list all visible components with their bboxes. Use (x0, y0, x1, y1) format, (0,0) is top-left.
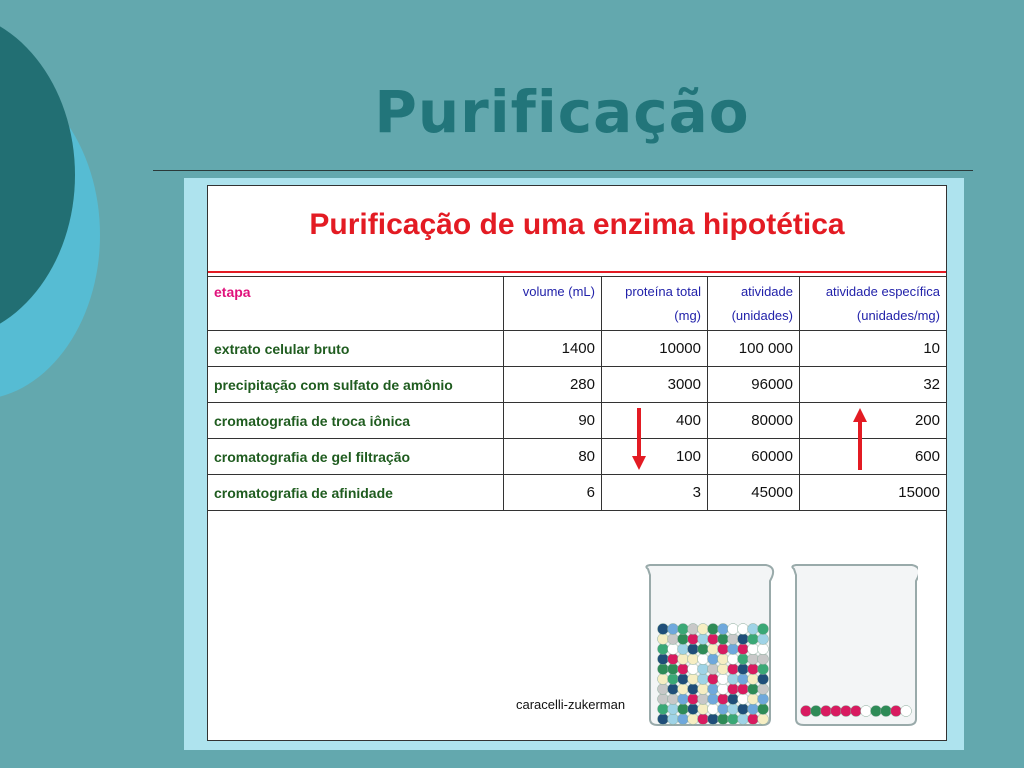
cell-etapa: extrato celular bruto (208, 331, 504, 367)
cell-proteina: 400 (602, 403, 708, 439)
column-header-volume: volume (mL) (504, 277, 602, 331)
cell-proteina: 10000 (602, 331, 708, 367)
cell-atividade: 60000 (708, 439, 800, 475)
cell-proteina: 3000 (602, 367, 708, 403)
title-underline (208, 271, 946, 273)
cell-atividade: 96000 (708, 367, 800, 403)
table-row (208, 367, 947, 403)
column-header-proteina: proteína total (mg) (602, 277, 708, 331)
cell-etapa: cromatografia de gel filtração (208, 439, 504, 475)
cell-volume: 1400 (504, 331, 602, 367)
cell-atividade: 100 000 (708, 331, 800, 367)
image-credit: caracelli-zukerman (516, 697, 626, 712)
cell-atividade-especifica: 600 (800, 439, 947, 475)
column-header-atividade: atividade (unidades) (708, 277, 800, 331)
cell-etapa: cromatografia de afinidade (208, 475, 504, 511)
title-divider (153, 170, 973, 171)
cell-atividade-especifica: 15000 (800, 475, 947, 511)
cell-volume: 80 (504, 439, 602, 475)
table-row (208, 439, 947, 475)
cell-atividade: 45000 (708, 475, 800, 511)
beakers-illustration (638, 561, 918, 731)
cell-atividade-especifica: 32 (800, 367, 947, 403)
beaker-crude-icon (646, 565, 773, 725)
cell-volume: 90 (504, 403, 602, 439)
cell-etapa: cromatografia de troca iônica (208, 403, 504, 439)
figure-title: Purificação de uma enzima hipotética (309, 208, 845, 241)
slide-title: Purificação (374, 78, 750, 146)
purification-table (207, 276, 947, 511)
cell-proteina: 3 (602, 475, 708, 511)
column-header-etapa: etapa (208, 277, 504, 331)
beaker-purified-icon (792, 565, 918, 725)
cell-atividade-especifica: 200 (800, 403, 947, 439)
table-row (208, 403, 947, 439)
column-header-atividade-especifica: atividade específica (unidades/mg) (800, 277, 947, 331)
table-row (208, 331, 947, 367)
cell-atividade: 80000 (708, 403, 800, 439)
table-row (208, 475, 947, 511)
cell-atividade-especifica: 10 (800, 331, 947, 367)
cell-proteina: 100 (602, 439, 708, 475)
header-row (208, 277, 947, 331)
figure-image (207, 185, 947, 741)
cell-volume: 280 (504, 367, 602, 403)
cell-etapa: precipitação com sulfato de amônio (208, 367, 504, 403)
cell-volume: 6 (504, 475, 602, 511)
